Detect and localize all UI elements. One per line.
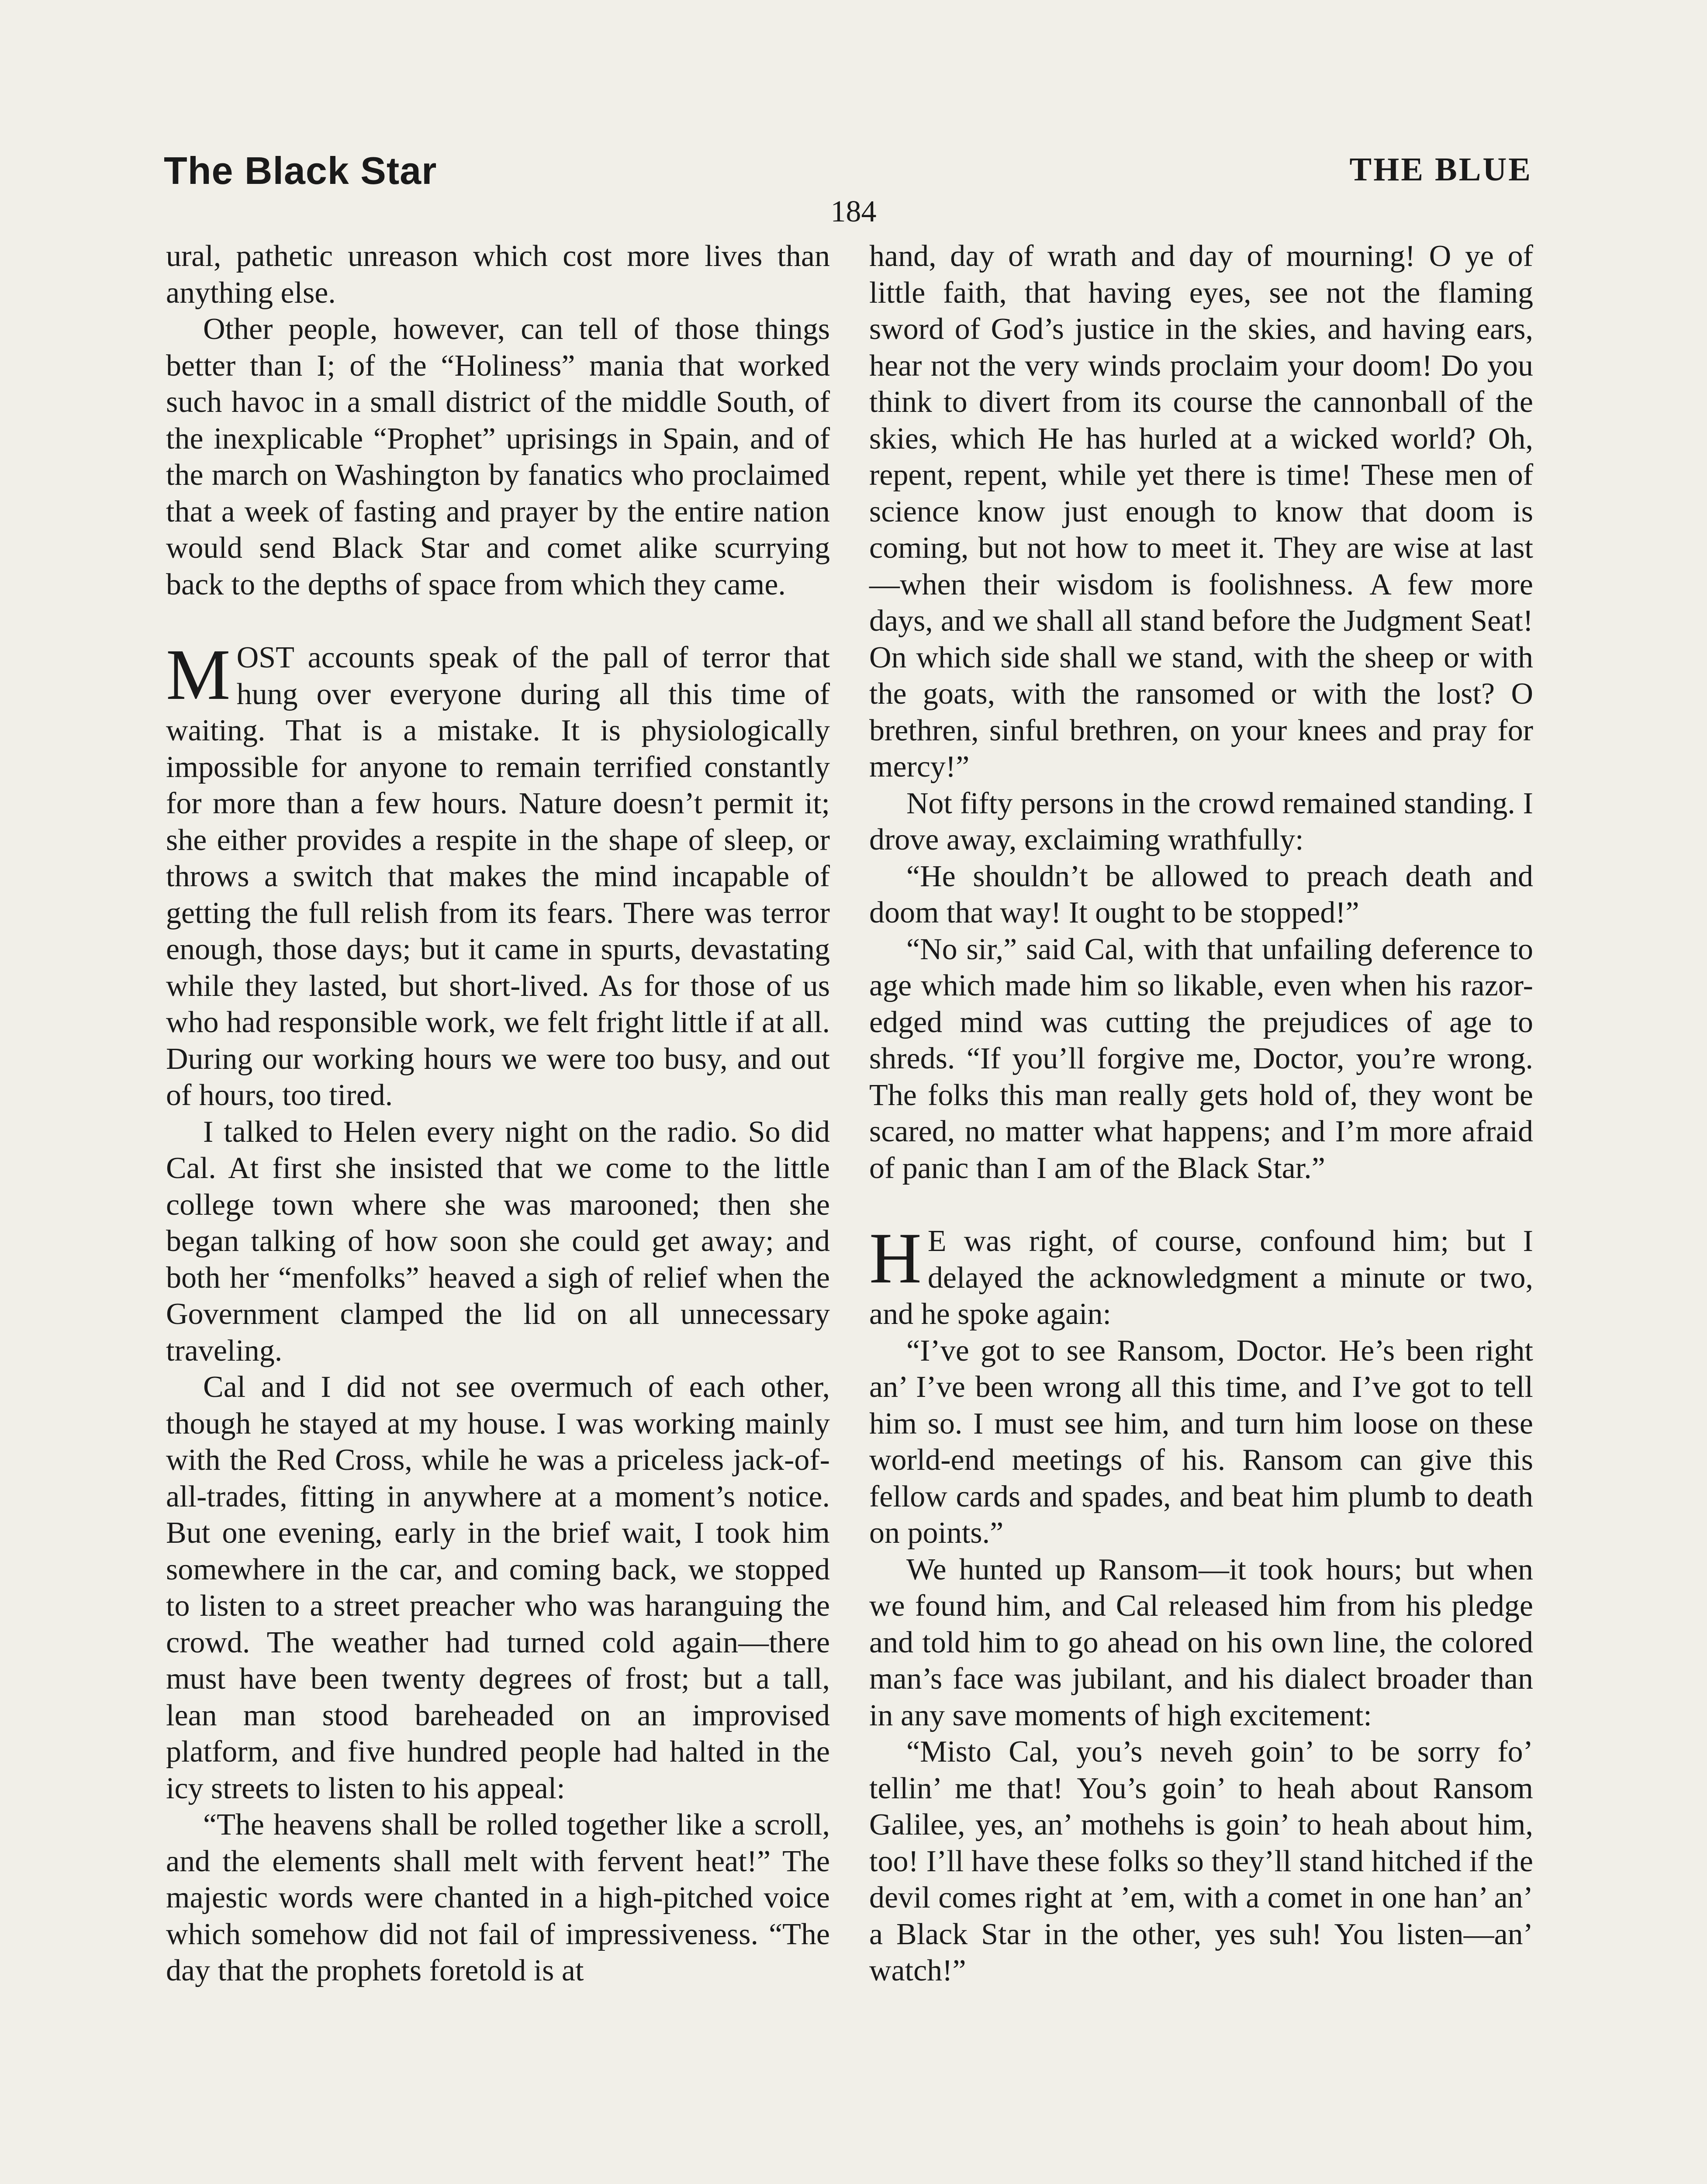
paragraph: Not fifty persons in the crowd remained standing. I drove away, exclaiming wrathfully:: [869, 786, 1533, 857]
drop-cap: H: [869, 1218, 922, 1298]
paragraph-text: accounts speak of the pall of terror that hung over everyone during all this time of waiting. That is a mistake. It is physiologically impossible for anyone to remain terrified constantly for more than a few hours. Nature doesn’t permit it; she either provides a respite in the shape of sleep, or throws a switch that makes the mind incapable of getting the full relish from its fears. There was terror enough, those days; but it came in spurts, devastating while they lasted, but short-lived. As for those of us who had responsible work, we felt fright little if at all. During our working hours we were too busy, and out of hours, too tired.: [166, 641, 830, 1112]
paragraph-text: was right, of course, confound him; but I delayed the acknowledgment a minute or two, and he spoke again:: [869, 1224, 1533, 1331]
story-title: The Black Star: [164, 149, 437, 192]
page-number: 184: [830, 195, 877, 228]
paragraph: ural, pathetic unreason which cost more lives than anything else.: [166, 239, 830, 310]
left-column: [166, 238, 830, 1989]
paragraph: “He shouldn’t be allowed to preach death and doom that way! It ought to be stopped!”: [869, 859, 1533, 930]
magazine-name: THE BLUE: [1349, 151, 1532, 188]
paragraph: Other people, however, can tell of those things better than I; of the “Holiness” mania that worked such havoc in a small district of the middle South, of the inexplicable “Prophet” uprisings in Spain, and of the march on Washington by fanatics who proclaimed that a week of fasting and prayer by the entire nation would send Black Star and comet alike scurrying back to the depths of space from which they came.: [166, 312, 830, 601]
paragraph: “Misto Cal, you’s neveh goin’ to be sorry fo’ tellin’ me that! You’s goin’ to heah about Ransom Galilee, yes, an’ mothehs is goin’ to heah about him, too! I’ll have these folks so they’ll stand hitched if the devil comes right at ’em, with a comet in one han’ an’ a Black Star in the other, yes suh! You listen—an’ watch!”: [869, 1735, 1533, 1987]
drop-cap: M: [166, 634, 231, 715]
right-column: [869, 238, 1533, 1989]
paragraph: Cal and I did not see overmuch of each other, though he stayed at my house. I was working mainly with the Red Cross, while he was a priceless jack-of-all-trades, fitting in anywhere at a moment’s notice. But one evening, early in the brief wait, I took him somewhere in the car, and coming back, we stopped to listen to a street preacher who was haranguing the crowd. The weather had turned cold again—there must have been twenty degrees of frost; but a tall, lean man stood bareheaded on an improvised platform, and five hundred people had halted in the icy streets to listen to his appeal:: [166, 1370, 830, 1805]
lead-word: OST: [236, 641, 294, 674]
paragraph: We hunted up Ransom—it took hours; but when we found him, and Cal released him from his pledge and told him to go ahead on his own line, the colored man’s face was jubilant, and his dialect broader than in any save moments of high excitement:: [869, 1552, 1533, 1732]
paragraph-dropcap: [166, 634, 830, 1114]
paragraph: hand, day of wrath and day of mourning! O ye of little faith, that having eyes, see not the flaming sword of God’s justice in the skies, and having ears, hear not the very winds proclaim your doom! Do you think to divert from its course the cannonball of the skies, which He has hurled at a wicked world? Oh, repent, repent, while yet there is time! These men of science know just enough to know that doom is coming, but not how to meet it. They are wise at last—when their wisdom is foolishness. A few more days, and we shall all stand before the Judgment Seat! On which side shall we stand, with the sheep or with the goats, with the ransomed or with the lost? O brethren, sinful brethren, on your knees and pray for mercy!”: [869, 239, 1533, 784]
paragraph: “I’ve got to see Ransom, Doctor. He’s been right an’ I’ve been wrong all this time, and I’ve got to tell him so. I must see him, and turn him loose on these world-end meetings of his. Ransom can give this fellow cards and spades, and beat him plumb to death on points.”: [869, 1334, 1533, 1550]
paragraph: I talked to Helen every night on the radio. So did Cal. At first she insisted that we come to the little college town where she was marooned; then she began talking of how soon she could get away; and both her “menfolks” heaved a sigh of relief when the Government clamped the lid on all unnecessary traveling.: [166, 1115, 830, 1368]
paragraph: “No sir,” said Cal, with that unfailing deference to age which made him so likable, even when his razor-edged mind was cutting the prejudices of age to shreds. “If you’ll forgive me, Doctor, you’re wrong. The folks this man really gets hold of, they wont be scared, no matter what happens; and I’m more afraid of panic than I am of the Black Star.”: [869, 932, 1533, 1185]
paragraph-dropcap: [869, 1218, 1533, 1333]
lead-word: E: [927, 1224, 947, 1258]
paragraph: “The heavens shall be rolled together like a scroll, and the elements shall melt with fervent heat!” The majestic words were chanted in a high-pitched voice which somehow did not fail of impressiveness. “The day that the prophets foretold is at: [166, 1808, 830, 1987]
